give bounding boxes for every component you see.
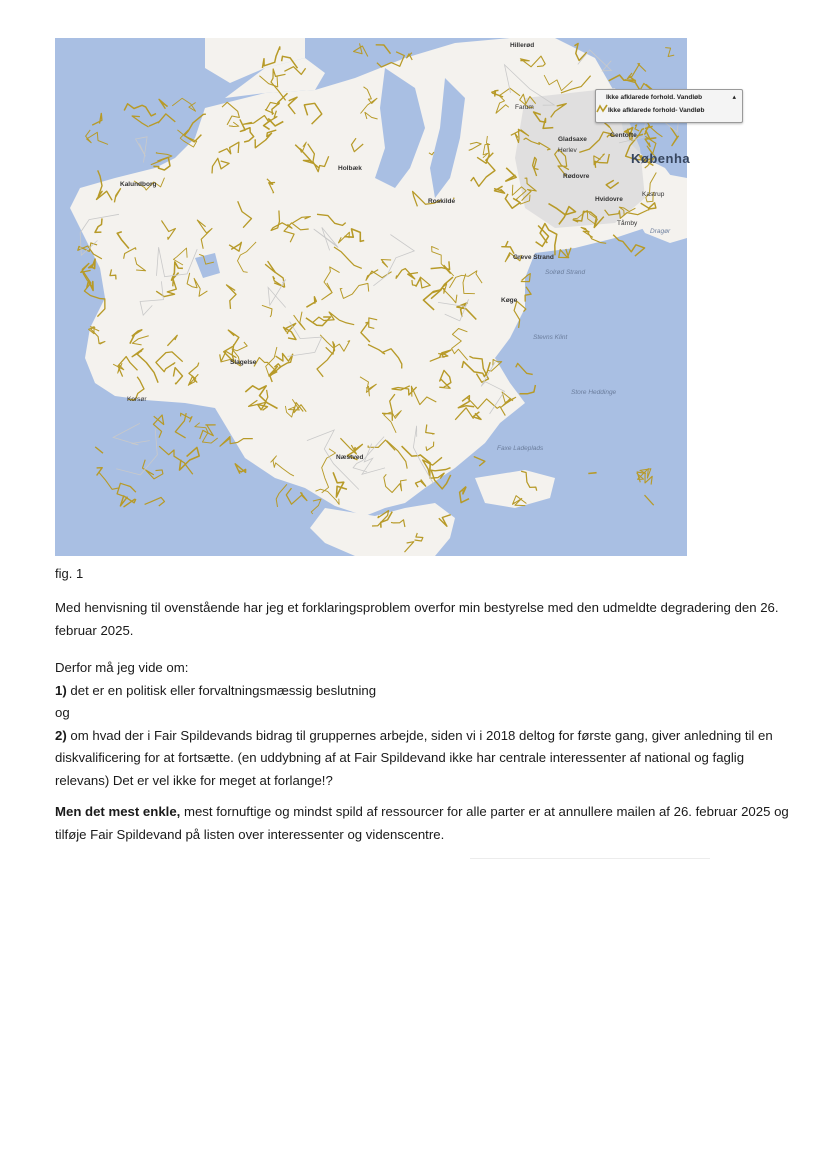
map-label-holbaek: Holbæk <box>338 165 362 172</box>
map-label-gladsaxe: Gladsaxe <box>558 136 587 143</box>
map-label-store-heddinge: Store Heddinge <box>571 389 617 396</box>
map-label-roedovre: Rødovre <box>563 173 590 180</box>
map-legend[interactable] <box>595 89 743 123</box>
stream-line-icon <box>596 104 608 114</box>
question-2-text: om hvad der i Fair Spildevands bidrag til gruppernes arbejde, siden vi i 2018 deltog for første gang, giver anledning til en diskvalificering for at fortsætte. (en uddybning af at Fair Spildevand ikke har centrale interessenter af national og faglig relevans) Det er vel ikke for meget at forlange!? <box>55 727 773 788</box>
map-label-koege: Køge <box>501 297 518 304</box>
map-label-greve: Greve Strand <box>513 254 554 261</box>
map-label-korsoer: Korsør <box>127 396 147 403</box>
map-label-kastrup: Kastrup <box>642 191 665 198</box>
map-label-kalundborg: Kalundborg <box>120 181 157 188</box>
map-canvas <box>55 38 687 556</box>
map-label-stevns: Stevns Klint <box>533 334 568 341</box>
map-label-dragoer: Dragør <box>650 228 671 235</box>
question-1-number: 1) <box>55 682 67 698</box>
faint-rule <box>470 858 710 859</box>
conjunction-og: og <box>55 705 70 720</box>
map-label-solroed: Solrød Strand <box>545 269 586 276</box>
map-figure <box>55 38 736 556</box>
map-label-taarnby: Tårnby <box>617 220 638 227</box>
question-1-text: det er en politisk eller forvaltningsmæssig beslutning <box>66 682 377 698</box>
conclusion-text: mest fornuftige og mindst spild af ressourcer for alle parter er at annullere mailen af 26. februar 2025 og tilføje Fair Spildevand på listen over interessenter og videnscentre. <box>55 804 789 842</box>
map-label-roskilde: Roskilde <box>428 198 456 205</box>
question-2-number: 2) <box>55 727 67 743</box>
paragraph-questions <box>55 657 790 792</box>
map-label-naestved: Næstved <box>336 454 364 461</box>
question-2 <box>55 725 790 793</box>
legend-row-2: Ikke afklarede forhold- Vandløb <box>608 107 705 114</box>
map-label-farum: Farum <box>515 104 534 111</box>
map-label-herlev: Herlev <box>558 147 577 154</box>
figure-caption: fig. 1 <box>55 566 84 581</box>
conclusion-bold: Men det mest enkle, <box>55 804 181 819</box>
questions-intro: Derfor må jeg vide om: <box>55 660 189 675</box>
question-1 <box>55 680 790 703</box>
map-label-slagelse: Slagelse <box>230 359 257 366</box>
chevron-up-icon[interactable]: ▴ <box>732 94 736 101</box>
map-label-gentofte: Gentofte <box>610 132 637 139</box>
map-label-copenhagen: Københa <box>631 151 691 166</box>
map-label-hilleroed: Hillerød <box>510 42 535 49</box>
paragraph-conclusion <box>55 801 790 846</box>
stream-line <box>588 473 596 474</box>
map-label-faxe: Faxe Ladeplads <box>497 445 544 452</box>
map-label-hvidovre: Hvidovre <box>595 196 623 203</box>
paragraph-intro: Med henvisning til ovenstående har jeg et forklaringsproblem overfor min bestyrelse med den udmeldte degradering den 26. februar 2025. <box>55 600 779 638</box>
legend-row-1: Ikke afklarede forhold. Vandløb <box>606 94 703 101</box>
